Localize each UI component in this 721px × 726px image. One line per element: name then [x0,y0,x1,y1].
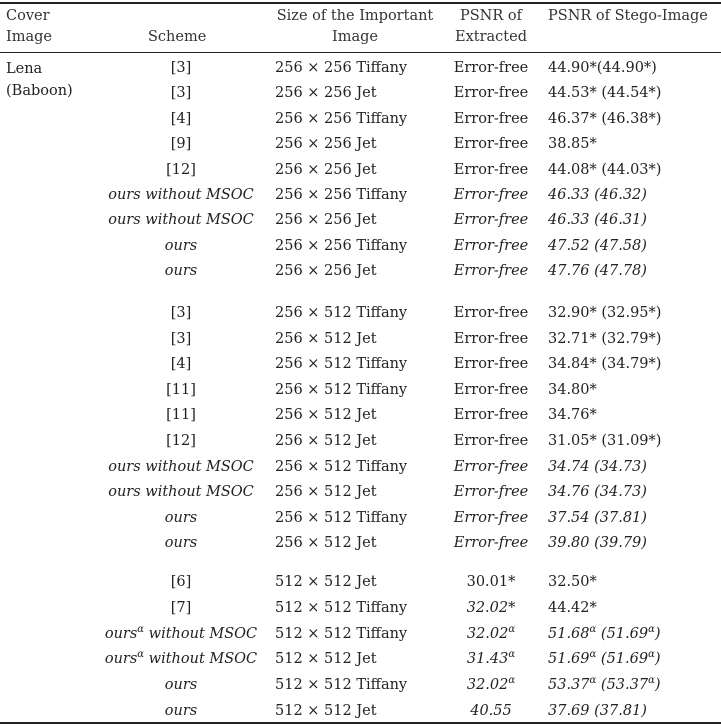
table-row [0,455,721,479]
psnr-extracted-cell [451,673,531,697]
psnr-extracted-cell [451,327,531,351]
psnr-stego-value: 32.71* (32.79*) [548,330,662,347]
table-row [0,403,721,427]
psnr-stego-cell [548,259,647,283]
scheme-cell [80,673,282,697]
paren-open: ( [596,677,607,694]
size-cell: 256 × 512 Tiffany [275,509,408,526]
psnr-extracted-value: Error-free [453,60,529,76]
psnr-extracted-value: Error-free [453,136,529,153]
psnr-extracted-cell [451,429,531,453]
psnr-extracted-value: Error-free [453,535,529,552]
psnr-extracted-cell [451,183,531,207]
scheme-name: ours [164,509,198,526]
psnr-extracted-cell [451,596,531,620]
psnr-stego-value: 51.68 [548,625,590,642]
psnr-stego-value: 37.69 (37.81) [548,703,647,719]
scheme-name: [3] [170,85,192,102]
psnr-stego-alt-value: 51.69 [606,625,649,642]
psnr-stego-cell [548,673,661,697]
psnr-extracted-cell [451,622,531,646]
psnr-extracted-cell [451,403,531,427]
psnr-stego-superscript: α [589,675,597,687]
psnr-stego-cell [548,455,647,479]
scheme-name: ours [164,237,198,254]
psnr-stego-value: 32.90* (32.95*) [548,305,662,321]
scheme-cell [80,455,282,479]
psnr-stego-cell [548,158,661,182]
psnr-stego-value: 34.84* (34.79*) [548,356,662,373]
scheme-cell [80,506,282,530]
table-row [0,506,721,530]
psnr-stego-value: 47.76 (47.78) [548,263,647,280]
scheme-cell [80,132,282,156]
psnr-stego-cell [548,480,647,504]
psnr-extracted-cell [451,56,531,80]
size-cell: 512 × 512 Tiffany [275,677,408,694]
psnr-extracted-cell [451,208,531,232]
scheme-cell [80,570,282,594]
psnr-stego-cell [548,531,647,555]
psnr-stego-cell [548,81,661,105]
cover-image-label: Lena (Baboon) [6,61,73,99]
psnr-extracted-cell [451,81,531,105]
table-row [0,132,721,156]
psnr-stego-cell [548,107,661,131]
psnr-extracted-cell [451,699,531,723]
scheme-name: [6] [170,574,192,590]
scheme-name: [12] [166,433,196,449]
header-psnr-extracted: PSNR of Extracted [455,8,527,45]
size-cell: 256 × 256 Jet [275,212,377,229]
psnr-stego-value: 47.52 (47.58) [548,237,647,254]
table-row [0,429,721,453]
scheme-cell [80,480,282,504]
scheme-cell [80,301,282,325]
psnr-stego-cell [548,234,647,258]
psnr-extracted-value: Error-free [453,509,529,526]
table-row [0,622,721,646]
psnr-stego-value: 46.33 (46.31) [548,212,647,229]
scheme-cell [80,647,282,671]
psnr-extracted-cell [451,506,531,530]
psnr-stego-cell [548,699,647,723]
psnr-stego-alt-superscript: α [648,675,655,687]
scheme-cell [80,403,282,427]
psnr-stego-value: 32.50* [548,574,597,590]
psnr-extracted-cell [451,352,531,376]
size-cell: 512 × 512 Jet [275,703,377,719]
table-row [0,647,721,671]
psnr-stego-value: 39.80 (39.79) [548,535,647,552]
size-cell: 256 × 256 Jet [275,85,377,102]
size-cell: 256 × 512 Tiffany [275,305,408,321]
scheme-cell [80,107,282,131]
scheme-superscript: α [137,623,145,635]
psnr-stego-alt-superscript: α [648,649,655,661]
table-row [0,570,721,594]
paren-close: ) [654,677,661,694]
psnr-stego-cell [548,403,597,427]
psnr-stego-cell [548,352,661,376]
table-row [0,673,721,697]
psnr-extracted-superscript: α [508,623,516,635]
table-row [0,56,721,80]
scheme-name: [3] [170,305,192,321]
psnr-extracted-value: Error-free [453,305,529,321]
scheme-cell [80,56,282,80]
size-cell: 256 × 512 Tiffany [275,356,408,373]
psnr-stego-cell [548,208,647,232]
scheme-name: ours [164,535,198,552]
header-size: Size of the Important Image [276,8,434,45]
scheme-cell [80,378,282,402]
scheme-name: ours without MSOC [108,484,254,501]
scheme-cell [80,234,282,258]
psnr-stego-cell [548,301,661,325]
scheme-name: ours without MSOC [108,212,254,229]
psnr-stego-value: 51.69 [548,651,590,668]
scheme-cell [80,622,282,646]
size-cell: 256 × 256 Tiffany [275,60,408,76]
psnr-stego-cell [548,132,597,156]
scheme-name: ours [104,651,138,668]
scheme-cell [80,208,282,232]
table-row [0,259,721,283]
psnr-extracted-cell [451,647,531,671]
scheme-name: [9] [170,136,192,153]
paren-open: ( [596,651,607,668]
size-cell: 256 × 512 Jet [275,330,377,347]
psnr-extracted-value: 32.02 [466,677,509,694]
psnr-stego-cell [548,570,597,594]
scheme-cell [80,352,282,376]
psnr-extracted-cell [451,378,531,402]
size-cell: 256 × 512 Jet [275,407,377,424]
scheme-name: [7] [170,599,192,616]
psnr-stego-cell [548,506,647,530]
psnr-stego-cell [548,56,657,80]
paren-close: ) [654,625,661,642]
size-cell: 256 × 256 Tiffany [275,110,408,127]
psnr-extracted-value: Error-free [453,161,529,178]
size-cell: 512 × 512 Jet [275,651,377,668]
scheme-cell [80,531,282,555]
table-row [0,699,721,723]
psnr-stego-value: 44.08* (44.03*) [548,161,662,178]
psnr-stego-cell [548,647,661,671]
psnr-extracted-value: Error-free [453,212,529,229]
table-row [0,81,721,105]
psnr-stego-value: 34.76 (34.73) [548,484,647,501]
scheme-name: ours [164,703,198,719]
psnr-stego-value: 44.53* (44.54*) [548,85,662,102]
table-row [0,183,721,207]
psnr-extracted-cell [451,132,531,156]
psnr-extracted-value: Error-free [453,484,529,501]
psnr-extracted-cell [451,158,531,182]
psnr-extracted-cell [451,259,531,283]
scheme-superscript: α [137,649,145,661]
psnr-extracted-cell [451,301,531,325]
paren-open: ( [596,625,607,642]
scheme-name: [12] [166,161,196,178]
scheme-name: [4] [170,356,192,373]
psnr-extracted-value: Error-free [453,458,529,475]
scheme-name: ours without MSOC [108,458,254,475]
psnr-stego-alt-superscript: α [648,623,655,635]
scheme-cell [80,429,282,453]
psnr-extracted-cell [451,480,531,504]
size-cell: 256 × 256 Jet [275,161,377,178]
psnr-stego-superscript: α [589,649,597,661]
header-rule [0,52,721,53]
psnr-extracted-value: Error-free [453,110,529,127]
psnr-extracted-value: 30.01* [466,574,516,590]
scheme-name: [3] [170,60,192,76]
scheme-cell [80,158,282,182]
size-cell: 512 × 512 Jet [275,574,377,590]
size-cell: 256 × 512 Jet [275,484,377,501]
header-scheme: Scheme [148,29,207,45]
scheme-name: ours [104,625,138,642]
scheme-cell [80,183,282,207]
scheme-suffix: without MSOC [144,651,258,668]
scheme-name: [11] [166,381,196,398]
psnr-stego-value: 37.54 (37.81) [548,509,647,526]
size-cell: 256 × 256 Tiffany [275,237,408,254]
psnr-stego-superscript: α [589,623,597,635]
psnr-extracted-value: 40.55 [470,703,512,719]
psnr-stego-value: 34.74 (34.73) [548,458,647,475]
psnr-extracted-value: Error-free [453,187,529,203]
table-row [0,596,721,620]
size-cell: 256 × 512 Jet [275,433,377,449]
psnr-stego-value: 44.90*(44.90*) [548,60,657,76]
scheme-cell [80,699,282,723]
psnr-extracted-value: Error-free [453,85,529,102]
psnr-extracted-value: 32.02 [466,625,509,642]
scheme-name: ours without MSOC [108,187,254,203]
table-row [0,531,721,555]
psnr-stego-cell [548,429,661,453]
scheme-cell [80,596,282,620]
table-row [0,301,721,325]
header-psnr-stego: PSNR of Stego-Image [548,8,708,24]
psnr-extracted-value: Error-free [453,381,529,398]
table-row [0,107,721,131]
table-row [0,352,721,376]
psnr-extracted-value: Error-free [453,330,529,347]
psnr-stego-alt-value: 53.37 [606,677,649,694]
bottom-rule [0,722,721,724]
psnr-extracted-cell [451,107,531,131]
psnr-extracted-value: Error-free [453,263,529,280]
psnr-extracted-value: Error-free [453,356,529,373]
header-cover-image: Cover Image [6,8,52,45]
psnr-stego-value: 31.05* (31.09*) [548,433,662,449]
table-row [0,378,721,402]
size-cell: 512 × 512 Tiffany [275,625,408,642]
scheme-cell [80,81,282,105]
scheme-name: [4] [170,110,192,127]
top-rule [0,2,721,4]
table-row [0,480,721,504]
size-cell: 256 × 512 Jet [275,535,377,552]
table-row [0,234,721,258]
psnr-extracted-value: 31.43 [466,651,509,668]
table-row [0,158,721,182]
psnr-extracted-cell [451,570,531,594]
psnr-extracted-superscript: α [508,649,516,661]
psnr-stego-value: 46.37* (46.38*) [548,110,662,127]
scheme-cell [80,327,282,351]
psnr-extracted-value: 32.02* [466,599,516,616]
psnr-stego-value: 38.85* [548,136,597,153]
psnr-extracted-cell [451,455,531,479]
size-cell: 512 × 512 Tiffany [275,599,408,616]
psnr-stego-value: 46.33 (46.32) [548,187,647,203]
psnr-stego-value: 34.80* [548,381,597,398]
psnr-extracted-cell [451,234,531,258]
scheme-suffix: without MSOC [144,625,258,642]
psnr-stego-value: 44.42* [548,599,597,616]
scheme-name: [3] [170,330,192,347]
size-cell: 256 × 256 Jet [275,136,377,153]
size-cell: 256 × 512 Tiffany [275,381,408,398]
psnr-extracted-value: Error-free [453,237,529,254]
psnr-stego-value: 34.76* [548,407,597,424]
scheme-name: ours [164,263,198,280]
psnr-stego-cell [548,378,597,402]
psnr-stego-value: 53.37 [548,677,590,694]
scheme-name: ours [164,677,198,694]
size-cell: 256 × 256 Jet [275,263,377,280]
psnr-extracted-superscript: α [508,675,516,687]
psnr-stego-cell [548,183,647,207]
psnr-extracted-value: Error-free [453,407,529,424]
size-cell: 256 × 256 Tiffany [275,187,408,203]
psnr-stego-cell [548,327,661,351]
scheme-cell [80,259,282,283]
psnr-stego-alt-value: 51.69 [606,651,649,668]
table-row [0,327,721,351]
psnr-stego-cell [548,622,661,646]
psnr-extracted-value: Error-free [453,433,529,449]
scheme-name: [11] [166,407,196,424]
size-cell: 256 × 512 Tiffany [275,458,408,475]
table-row [0,208,721,232]
paren-close: ) [654,651,661,668]
psnr-extracted-cell [451,531,531,555]
psnr-stego-cell [548,596,597,620]
